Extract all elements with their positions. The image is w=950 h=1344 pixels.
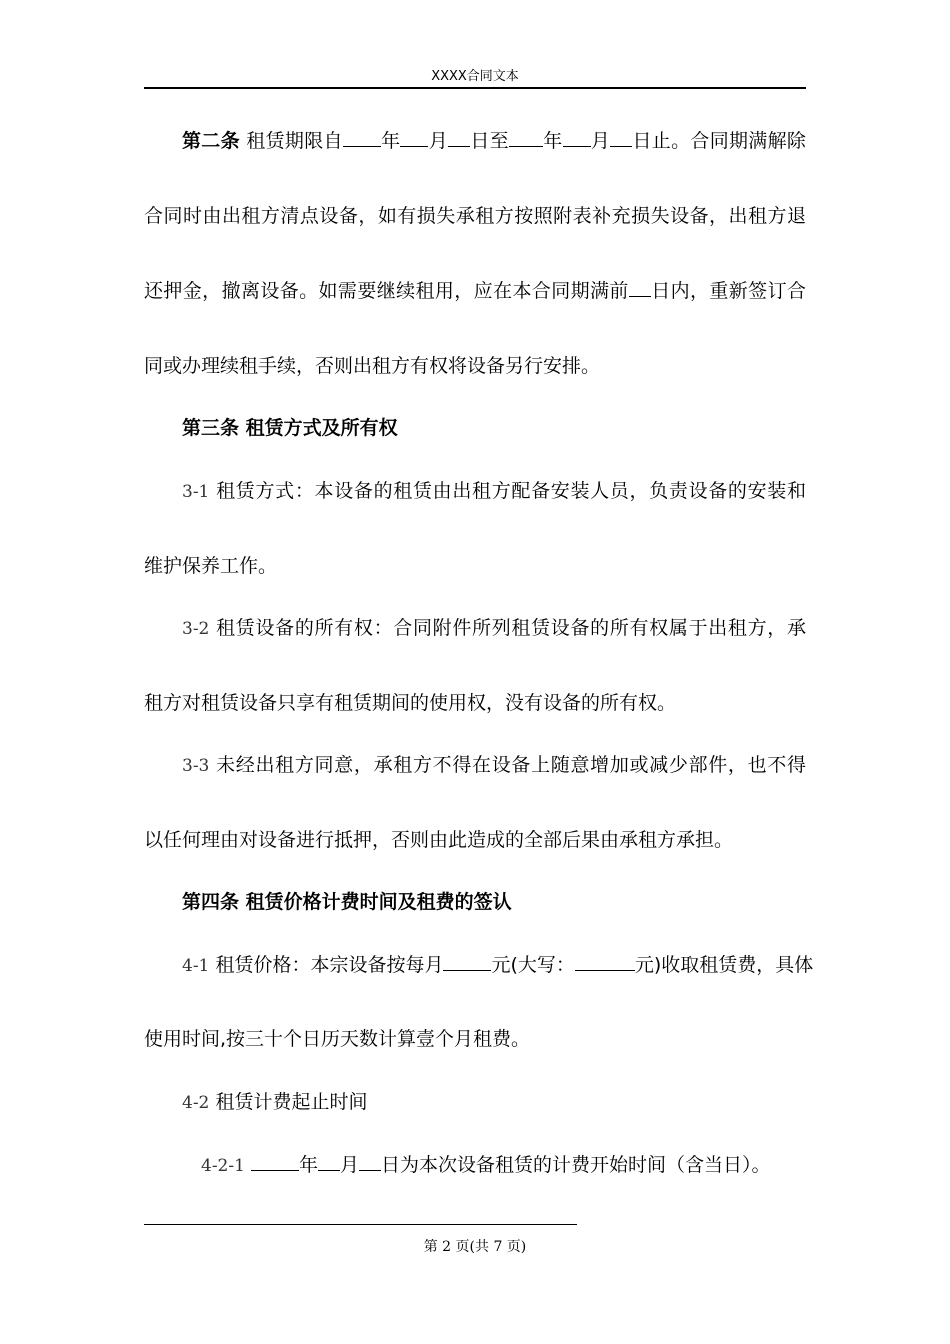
- clause-4-2-line-1: 4-2 租赁计费起止时间: [182, 1091, 368, 1113]
- header-divider: [144, 87, 806, 89]
- article2-line-1: 第二条 租赁期限自 年 月 日至 年 月 日止。合同期满解除: [182, 130, 806, 152]
- blank-end-month: [563, 128, 591, 147]
- clause-4-2-number: 4-2: [182, 1093, 210, 1113]
- clause-3-3-line-1: 3-3 未经出租方同意，承租方不得在设备上随意增加或减少部件，也不得: [182, 754, 806, 776]
- blank-price-in-words: [575, 952, 635, 971]
- clause-3-2-line-2: 租方对租赁设备只享有租赁期间的使用权，没有设备的所有权。: [144, 692, 677, 714]
- blank-end-year: [509, 128, 543, 147]
- clause-4-1-number: 4-1: [182, 956, 210, 976]
- clause-4-2-1-line-1: 4-2-1 年 月 日为本次设备租赁的计费开始时间（含当日）。: [201, 1154, 771, 1176]
- article2-line-3: 还押金，撤离设备。如需要继续租用，应在本合同期满前 日内，重新签订合: [144, 280, 806, 302]
- clause-3-1-line-2: 维护保养工作。: [144, 555, 278, 577]
- article3-heading: 第三条 租赁方式及所有权: [182, 417, 398, 439]
- blank-start-day: [448, 128, 470, 147]
- clause-4-1-line-2: 使用时间,按三十个日历天数计算壹个月租费。: [144, 1028, 531, 1050]
- clause-3-3-line-2: 以任何理由对设备进行抵押，否则由此造成的全部后果由承租方承担。: [144, 829, 734, 851]
- clause-3-3-number: 3-3: [182, 756, 210, 776]
- page-number: 第 2 页(共 7 页): [423, 1239, 527, 1255]
- blank-end-day: [610, 128, 632, 147]
- document-header: XXXX合同文本: [431, 69, 519, 84]
- article2-line-2: 合同时由出租方清点设备，如有损失承租方按照附表补充损失设备，出租方退: [144, 205, 806, 227]
- clause-3-1-line-1: 3-1 租赁方式：本设备的租赁由出租方配备安装人员，负责设备的安装和: [182, 480, 806, 502]
- blank-start-month: [400, 128, 428, 147]
- blank-billing-day: [359, 1152, 381, 1171]
- clause-4-1-line-1: 4-1 租赁价格：本宗设备按每月 元(大写： 元)收取租赁费，具体: [182, 954, 814, 976]
- article2-line-4: 同或办理续租手续，否则出租方有权将设备另行安排。: [144, 355, 601, 377]
- article4-heading: 第四条 租赁价格计费时间及租费的签认: [182, 891, 512, 913]
- blank-billing-year: [251, 1152, 299, 1171]
- clause-3-2-line-1: 3-2 租赁设备的所有权：合同附件所列租赁设备的所有权属于出租方，承: [182, 617, 806, 639]
- blank-start-year: [343, 128, 381, 147]
- blank-billing-month: [318, 1152, 340, 1171]
- blank-renew-days: [629, 278, 651, 297]
- blank-monthly-price: [443, 952, 491, 971]
- clause-3-2-number: 3-2: [182, 619, 210, 639]
- article2-heading: 第二条: [182, 130, 240, 152]
- clause-4-2-1-number: 4-2-1: [201, 1156, 245, 1176]
- footer-divider: [144, 1224, 577, 1225]
- clause-3-1-number: 3-1: [182, 482, 210, 502]
